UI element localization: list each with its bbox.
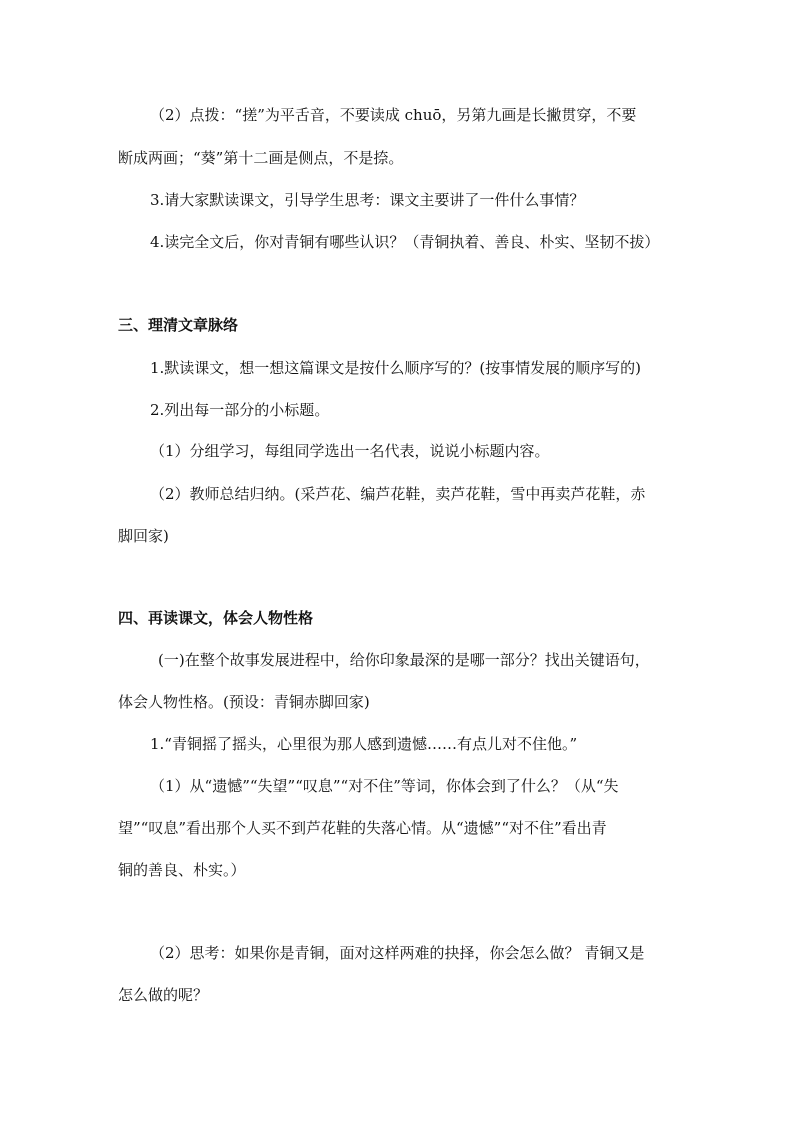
section-heading-3: 三、理清文章脉络: [118, 316, 239, 334]
paragraph-line: 铜的善良、朴实。）: [118, 861, 246, 879]
paragraph-line: 4.读完全文后，你对青铜有哪些认识？（青铜执着、善良、朴实、坚韧不拔）: [150, 233, 660, 251]
paragraph-line: 1.默读课文，想一想这篇课文是按什么顺序写的？(按事情发展的顺序写的): [150, 359, 642, 377]
document-page: [118, 0, 680, 1122]
paragraph-line: (一)在整个故事发展进程中，给你印象最深的是哪一部分？找出关键语句，: [158, 651, 650, 669]
paragraph-line: 怎么做的呢？: [118, 986, 209, 1004]
paragraph-line: （2）教师总结归纳。(采芦花、编芦花鞋，卖芦花鞋，雪中再卖芦花鞋，赤: [150, 485, 646, 503]
paragraph-line: （2）思考：如果你是青铜，面对这样两难的抉择，你会怎么做？ 青铜又是: [150, 944, 645, 962]
paragraph-line: 断成两画；“葵”第十二画是侧点，不是捺。: [118, 149, 404, 167]
paragraph-line: 体会人物性格。(预设：青铜赤脚回家): [118, 693, 370, 711]
paragraph-line: 脚回家): [118, 527, 169, 545]
paragraph-line: （1）从“遗憾”“失望”“叹息”“对不住”等词，你体会到了什么？（从“失: [150, 777, 619, 795]
paragraph-line: （2）点拨：“搓”为平舌音，不要读成 chuō，另第九画是长撇贯穿，不要: [150, 106, 637, 124]
section-heading-4: 四、再读课文，体会人物性格: [118, 609, 314, 627]
paragraph-line: 望”“叹息”看出那个人买不到芦花鞋的失落心情。从“遗憾”“对不住”看出青: [118, 819, 607, 837]
paragraph-line: 3.请大家默读课文，引导学生思考：课文主要讲了一件什么事情？: [150, 191, 585, 209]
paragraph-line: （1）分组学习，每组同学选出一名代表，说说小标题内容。: [150, 442, 550, 460]
paragraph-line: 1.“青铜摇了摇头，心里很为那人感到遗憾……有点儿对不住他。”: [150, 735, 578, 753]
paragraph-line: 2.列出每一部分的小标题。: [150, 401, 330, 419]
